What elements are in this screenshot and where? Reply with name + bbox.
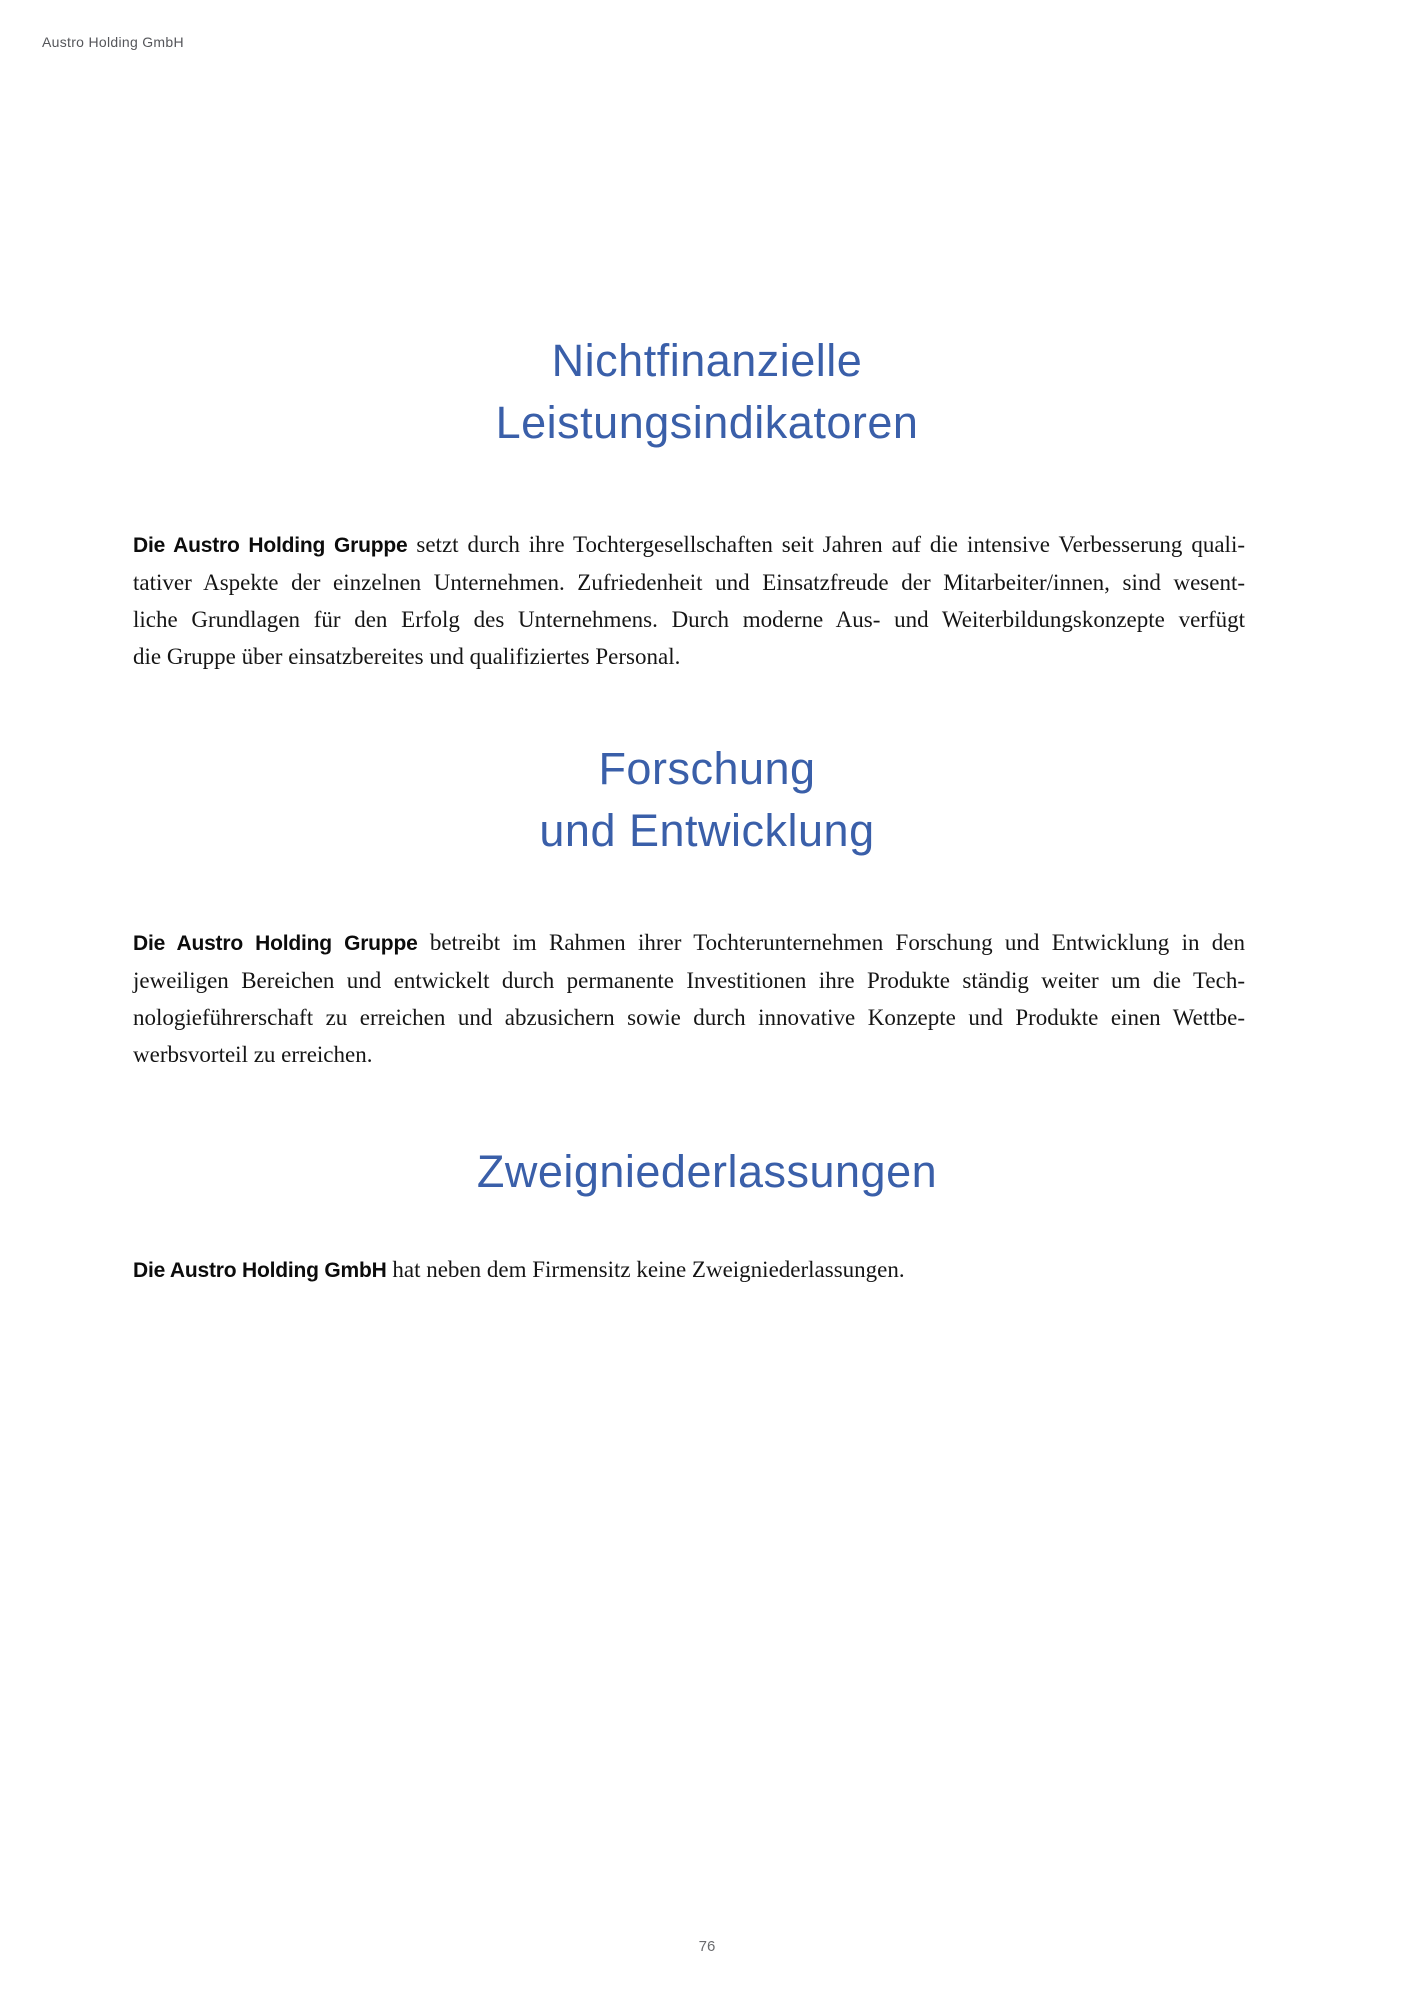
paragraph-line-text: hat neben dem Firmensitz keine Zweigniederlassungen.	[386, 1257, 905, 1282]
paragraph-line-text: betreibt im Rahmen ihrer Tochterunternehmen Forschung und Entwicklung in den	[417, 930, 1245, 955]
section-heading-forschung	[0, 738, 1414, 862]
lead-bold-text: Die Austro Holding Gruppe	[133, 932, 418, 955]
paragraph-line: liche Grundlagen für den Erfolg des Unternehmens. Durch moderne Aus- und Weiterbildungskonzepte verfügt	[133, 607, 1245, 632]
paragraph-line: jeweiligen Bereichen und entwickelt durch permanente Investitionen ihre Produkte ständig weiter um die Tech-	[133, 968, 1245, 993]
heading-line: Forschung	[598, 743, 816, 794]
paragraph-line	[133, 924, 1245, 962]
heading-line: Zweigniederlassungen	[476, 1146, 938, 1197]
paragraph-zweigniederlassungen	[133, 1251, 1245, 1289]
heading-line: Nichtfinanzielle	[551, 335, 863, 386]
section-heading-zweigniederlassungen	[0, 1141, 1414, 1203]
paragraph-nichtfinanzielle	[133, 526, 1245, 675]
paragraph-line: die Gruppe über einsatzbereites und qualifiziertes Personal.	[133, 644, 681, 669]
heading-line: Leistungsindikatoren	[495, 397, 919, 448]
paragraph-line: werbsvorteil zu erreichen.	[133, 1042, 373, 1067]
lead-bold-text: Die Austro Holding GmbH	[133, 1259, 387, 1282]
paragraph-line: tativer Aspekte der einzelnen Unternehmen. Zufriedenheit und Einsatzfreude der Mitarbeiter/innen, sind wesent-	[133, 570, 1245, 595]
paragraph-forschung	[133, 924, 1245, 1073]
section-heading-nichtfinanzielle	[0, 330, 1414, 454]
paragraph-line	[133, 1251, 1245, 1289]
paragraph-line-text: setzt durch ihre Tochtergesellschaften seit Jahren auf die intensive Verbesserung quali-	[407, 532, 1245, 557]
heading-line: und Entwicklung	[539, 805, 875, 856]
running-header: Austro Holding GmbH	[42, 34, 184, 50]
lead-bold-text: Die Austro Holding Gruppe	[133, 534, 408, 557]
page-number: 76	[698, 1938, 716, 1955]
paragraph-line	[133, 526, 1245, 564]
paragraph-line: nologieführerschaft zu erreichen und abzusichern sowie durch innovative Konzepte und Produkte einen Wettbe-	[133, 1005, 1245, 1030]
